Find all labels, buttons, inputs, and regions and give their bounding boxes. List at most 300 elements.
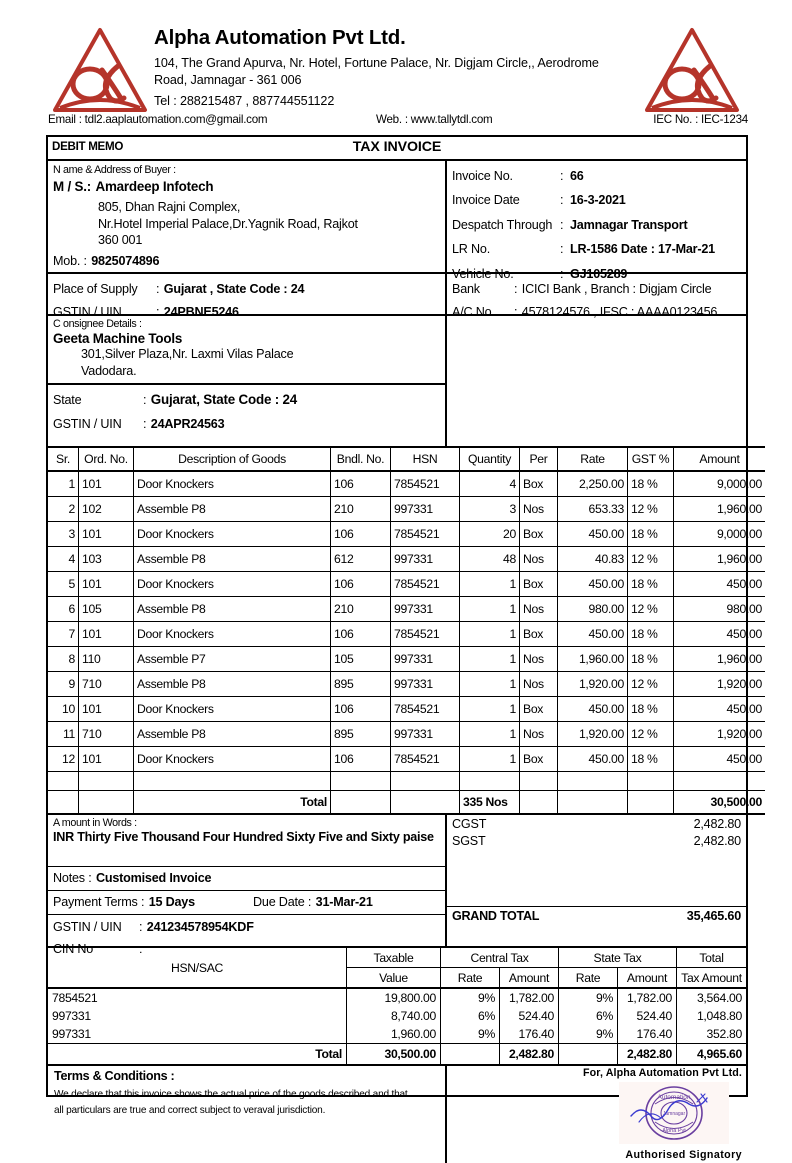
consignee-state-block: [48, 385, 445, 444]
table-row: [48, 1007, 746, 1025]
cgst-label: CGST: [452, 817, 487, 831]
invoice-meta-row: [452, 164, 741, 188]
cell-ord: 105: [79, 597, 134, 622]
consignee-address-line1: 301,Silver Plaza,Nr. Laxmi Vilas Palace: [81, 347, 294, 361]
cell-gst: 18 %: [628, 697, 674, 722]
cell-per: Box: [520, 622, 558, 647]
buyer-address-line2: Nr.Hotel Imperial Palace,Dr.Yagnik Road, Rajkot: [98, 216, 358, 231]
buyer-mobile-line: [53, 252, 440, 270]
party-details-column: [48, 161, 447, 446]
spacer-cell: [331, 772, 391, 791]
company-address-line1: 104, The Grand Apurva, Nr. Hotel, Fortune Palace, Nr. Digjam Circle,, Aerodrome: [154, 55, 599, 70]
cell-per: Box: [520, 697, 558, 722]
cell-amount: 1,920.00: [674, 672, 766, 697]
cell-amount: 1,920.00: [674, 722, 766, 747]
cell-hsn: 997331: [391, 647, 460, 672]
cell-qty: 1: [460, 722, 520, 747]
cell-rate: 2,250.00: [558, 471, 628, 497]
hsn-total-tax-amount: 4,965.60: [677, 1044, 747, 1066]
cell-amount: 450.00: [674, 572, 766, 597]
spacer-cell: [391, 772, 460, 791]
cell-hsn: 7854521: [391, 522, 460, 547]
company-telephone: Tel : 288215487 , 887744551122: [154, 94, 335, 109]
cell-ord: 101: [79, 622, 134, 647]
seller-gstin-separator: :: [139, 920, 143, 934]
cell-per: Nos: [520, 647, 558, 672]
cell-sr: 3: [48, 522, 79, 547]
seller-gstin-block: [48, 915, 445, 940]
authorised-signatory-line: Authorised Signatory: [625, 1149, 742, 1161]
company-stamp: [619, 1082, 729, 1144]
cell-qty: 4: [460, 471, 520, 497]
for-company-line: For, Alpha Automation Pvt Ltd.: [583, 1067, 742, 1079]
invoice-date-separator: :: [560, 193, 564, 208]
spacer-cell: [134, 772, 331, 791]
cell-desc: Door Knockers: [134, 747, 331, 772]
place-of-supply-row: [53, 277, 440, 300]
company-info: [154, 26, 654, 111]
table-row: [48, 697, 765, 722]
cell-state-amount: 524.40: [618, 1007, 677, 1025]
cell-ord: 101: [79, 572, 134, 597]
taxable-value-subheader: Value: [347, 968, 441, 989]
consignee-name: Geeta Machine Tools: [53, 331, 183, 346]
cell-amount: 450.00: [674, 747, 766, 772]
vehicle-no-value: GJ105289: [570, 266, 628, 281]
terms-and-signature-zone: [48, 1066, 746, 1163]
cell-rate: 450.00: [558, 697, 628, 722]
lr-no-label: LR No.: [452, 242, 490, 257]
spacer-cell: [520, 772, 558, 791]
spacer-cell: [674, 772, 766, 791]
invoice-meta-row: [452, 213, 741, 237]
cell-per: Box: [520, 471, 558, 497]
cell-desc: Assemble P8: [134, 597, 331, 622]
company-iec-number: IEC No. : IEC-1234: [653, 113, 748, 126]
cell-ord: 710: [79, 722, 134, 747]
cell-per: Nos: [520, 547, 558, 572]
vehicle-no-label: Vehicle No.: [452, 266, 514, 281]
column-header-per: Per: [520, 447, 558, 471]
payment-terms-value: 15 Days: [148, 895, 195, 909]
cell-central-rate: 9%: [441, 988, 500, 1007]
buyer-gstin-value: 24PBNE5246: [163, 305, 239, 320]
bank-value: ICICI Bank , Branch : Digjam Circle: [521, 282, 712, 296]
hsn-total-central-amount: 2,482.80: [500, 1044, 559, 1066]
cell-rate: 40.83: [558, 547, 628, 572]
terms-column: [48, 1066, 447, 1163]
bank-label: Bank: [452, 282, 480, 296]
cell-desc: Assemble P8: [134, 722, 331, 747]
terms-line-2: all particulars are true and correct subject to veraval jurisdiction.: [54, 1104, 326, 1116]
cin-label: CIN No: [53, 942, 94, 956]
seller-gstin-label: GSTIN / UIN: [53, 920, 122, 934]
cell-per: Nos: [520, 597, 558, 622]
cell-amount: 980.00: [674, 597, 766, 622]
column-header-ord-no: Ord. No.: [79, 447, 134, 471]
consignee-address-line2: Vadodara.: [81, 363, 137, 378]
table-row: [48, 988, 746, 1007]
grand-total-row: [447, 906, 746, 927]
cell-bndl: 895: [331, 722, 391, 747]
contact-row: [46, 113, 748, 133]
cell-desc: Assemble P8: [134, 672, 331, 697]
cell-hsn: 7854521: [391, 622, 460, 647]
company-logo-left: [50, 24, 150, 120]
amount-in-words-label: A mount in Words :: [53, 817, 137, 829]
hsn-total-state-amount: 2,482.80: [618, 1044, 677, 1066]
cell-qty: 1: [460, 597, 520, 622]
cell-hsn: 997331: [391, 722, 460, 747]
notes-value: Customised Invoice: [95, 871, 212, 885]
place-of-supply-block: [48, 274, 445, 320]
company-name: Alpha Automation Pvt Ltd.: [154, 26, 406, 49]
seller-gstin-value: 241234578954KDF: [146, 920, 254, 934]
items-total-label: Total: [134, 791, 331, 815]
cell-gst: 18 %: [628, 647, 674, 672]
cell-qty: 1: [460, 572, 520, 597]
buyer-mobile-label: Mob. :: [53, 254, 87, 269]
buyer-address-line3: 360 001: [98, 233, 143, 248]
table-row: [48, 547, 765, 572]
words-column: [48, 815, 447, 956]
cell-sr: 7: [48, 622, 79, 647]
cell-bndl: 106: [331, 471, 391, 497]
terms-line-1: We declare that this invoice shows the actual price of the goods described and that: [54, 1089, 408, 1100]
cell-state-amount: 1,782.00: [618, 988, 677, 1007]
cell-desc: Door Knockers: [134, 697, 331, 722]
table-row: [48, 522, 765, 547]
column-header-gst-pct: GST %: [628, 447, 674, 471]
cell-gst: 18 %: [628, 622, 674, 647]
lr-no-separator: :: [560, 242, 564, 257]
grand-total-label: GRAND TOTAL: [452, 909, 540, 923]
cell-sr: 10: [48, 697, 79, 722]
total-cell-per: [520, 791, 558, 815]
cell-qty: 1: [460, 672, 520, 697]
cell-hsn: 7854521: [391, 747, 460, 772]
svg-text:Automation: Automation: [657, 1094, 691, 1101]
cell-rate: 980.00: [558, 597, 628, 622]
cell-bndl: 106: [331, 622, 391, 647]
consignee-state-separator: :: [143, 393, 147, 407]
cell-sr: 6: [48, 597, 79, 622]
cell-hsn-code: 997331: [48, 1007, 347, 1025]
line-items-table: [48, 446, 765, 815]
hsn-total-state-rate: [559, 1044, 618, 1066]
cell-bndl: 210: [331, 597, 391, 622]
total-column-header: Total: [677, 948, 747, 968]
table-row: [48, 672, 765, 697]
cell-bndl: 612: [331, 547, 391, 572]
column-header-description: Description of Goods: [134, 447, 331, 471]
cell-qty: 48: [460, 547, 520, 572]
despatch-separator: :: [560, 217, 564, 232]
cell-ord: 101: [79, 522, 134, 547]
cell-rate: 450.00: [558, 622, 628, 647]
blank-right-area: [447, 316, 746, 444]
table-row: [48, 1025, 746, 1044]
place-of-supply-label: Place of Supply: [53, 282, 138, 296]
cin-separator: :: [139, 942, 143, 956]
sgst-value: 2,482.80: [693, 834, 741, 848]
tax-summary-row: [452, 817, 741, 834]
cell-sr: 12: [48, 747, 79, 772]
cell-ord: 102: [79, 497, 134, 522]
cell-hsn-code: 997331: [48, 1025, 347, 1044]
cell-per: Box: [520, 747, 558, 772]
due-date-group: [253, 893, 373, 911]
cell-qty: 3: [460, 497, 520, 522]
buyer-gstin-separator: :: [156, 305, 160, 320]
cell-gst: 12 %: [628, 722, 674, 747]
cell-amount: 1,960.00: [674, 647, 766, 672]
account-separator: :: [514, 305, 518, 320]
tax-summary-row: [452, 834, 741, 851]
cell-hsn: 997331: [391, 497, 460, 522]
cell-amount: 1,960.00: [674, 547, 766, 572]
cell-amount: 1,960.00: [674, 497, 766, 522]
cell-sr: 8: [48, 647, 79, 672]
invoice-no-separator: :: [560, 169, 564, 183]
tax-summary-column: [447, 815, 746, 946]
terms-title: Terms & Conditions :: [54, 1069, 175, 1083]
buyer-block: [48, 161, 445, 274]
cell-bndl: 106: [331, 697, 391, 722]
hsn-total-central-rate: [441, 1044, 500, 1066]
consignee-gstin-row: [53, 412, 440, 436]
cell-qty: 1: [460, 622, 520, 647]
svg-text:Jamnagar: Jamnagar: [662, 1111, 686, 1117]
items-body: [48, 471, 765, 814]
total-cell-gst: [628, 791, 674, 815]
cell-bndl: 105: [331, 647, 391, 672]
despatch-through-value: Jamnagar Transport: [570, 217, 688, 232]
place-of-supply-value: Gujarat , State Code : 24: [163, 282, 305, 296]
cell-gst: 18 %: [628, 747, 674, 772]
cell-per: Nos: [520, 672, 558, 697]
cell-hsn: 7854521: [391, 471, 460, 497]
cell-amount: 450.00: [674, 697, 766, 722]
amount-in-words-value: INR Thirty Five Thousand Four Hundred Sixty Five and Sixty paise: [53, 830, 434, 844]
invoice-meta-row: [452, 237, 741, 261]
cell-state-rate: 6%: [559, 1007, 618, 1025]
cell-desc: Door Knockers: [134, 622, 331, 647]
cell-ord: 101: [79, 471, 134, 497]
cell-qty: 20: [460, 522, 520, 547]
cell-gst: 12 %: [628, 597, 674, 622]
state-tax-column-header: State Tax: [559, 948, 677, 968]
notes-label: Notes :: [53, 871, 92, 885]
cell-per: Nos: [520, 497, 558, 522]
hsn-total-label: Total: [48, 1044, 347, 1066]
bank-details-block: [447, 274, 746, 320]
company-website: Web. : www.tallytdl.com: [376, 113, 493, 126]
cell-central-amount: 1,782.00: [500, 988, 559, 1007]
cell-sr: 4: [48, 547, 79, 572]
items-total-row: [48, 791, 765, 815]
central-rate-subheader: Rate: [441, 968, 500, 989]
cell-qty: 1: [460, 697, 520, 722]
column-header-quantity: Quantity: [460, 447, 520, 471]
payment-terms-label: Payment Terms :: [53, 895, 145, 909]
spacer-cell: [48, 772, 79, 791]
cell-hsn: 997331: [391, 597, 460, 622]
cell-state-amount: 176.40: [618, 1025, 677, 1044]
cell-taxable-value: 8,740.00: [347, 1007, 441, 1025]
signature-column: [447, 1066, 746, 1163]
debit-memo-label: DEBIT MEMO: [52, 140, 124, 153]
invoice-document: [46, 135, 762, 1161]
taxable-column-header: Taxable: [347, 948, 441, 968]
table-row: [48, 647, 765, 672]
cell-ord: 103: [79, 547, 134, 572]
cell-gst: 18 %: [628, 522, 674, 547]
cell-hsn: 997331: [391, 672, 460, 697]
tax-summary-list: [447, 815, 746, 927]
hsn-column-header: HSN/SAC: [48, 948, 347, 988]
table-row: [48, 497, 765, 522]
column-header-sr: Sr.: [48, 447, 79, 471]
alpha-triangle-icon: [642, 24, 742, 120]
cell-amount: 9,000.00: [674, 522, 766, 547]
cell-amount: 9,000.00: [674, 471, 766, 497]
tax-invoice-title: TAX INVOICE: [352, 139, 442, 155]
party-and-invoice-details: [48, 161, 746, 446]
hsn-total-taxable: 30,500.00: [347, 1044, 441, 1066]
table-row: [48, 471, 765, 497]
column-header-rate: Rate: [558, 447, 628, 471]
cell-total-tax: 352.80: [677, 1025, 747, 1044]
cell-bndl: 210: [331, 497, 391, 522]
round-seal-icon: [619, 1082, 729, 1144]
invoice-meta-row: [452, 188, 741, 212]
consignee-state-label: State: [53, 393, 82, 407]
state-amount-subheader: Amount: [618, 968, 677, 989]
cell-sr: 1: [48, 471, 79, 497]
cell-taxable-value: 19,800.00: [347, 988, 441, 1007]
table-row: [48, 722, 765, 747]
place-of-supply-separator: :: [156, 282, 160, 296]
cell-desc: Assemble P8: [134, 497, 331, 522]
cell-rate: 450.00: [558, 572, 628, 597]
cell-rate: 450.00: [558, 522, 628, 547]
total-cell-hsn: [391, 791, 460, 815]
total-cell-ord: [79, 791, 134, 815]
cell-ord: 710: [79, 672, 134, 697]
cell-taxable-value: 1,960.00: [347, 1025, 441, 1044]
cell-gst: 12 %: [628, 497, 674, 522]
cell-rate: 450.00: [558, 747, 628, 772]
consignee-gstin-label: GSTIN / UIN: [53, 417, 122, 431]
consignee-heading: C onsignee Details :: [53, 318, 142, 330]
cell-rate: 1,920.00: [558, 672, 628, 697]
total-cell-rate: [558, 791, 628, 815]
cell-ord: 110: [79, 647, 134, 672]
cin-block: [48, 940, 445, 958]
cell-per: Box: [520, 572, 558, 597]
cell-total-tax: 3,564.00: [677, 988, 747, 1007]
vehicle-no-separator: :: [560, 266, 564, 281]
svg-text:Alpha Pvt: Alpha Pvt: [662, 1128, 686, 1134]
cell-gst: 18 %: [628, 572, 674, 597]
consignee-state-value: Gujarat, State Code : 24: [150, 392, 298, 407]
cell-qty: 1: [460, 747, 520, 772]
cell-qty: 1: [460, 647, 520, 672]
amount-in-words-block: [48, 815, 445, 867]
buyer-name: Amardeep Infotech: [95, 179, 214, 194]
total-cell-bndl: [331, 791, 391, 815]
central-amount-subheader: Amount: [500, 968, 559, 989]
cell-desc: Door Knockers: [134, 471, 331, 497]
cell-sr: 5: [48, 572, 79, 597]
notes-block: [48, 867, 445, 891]
cell-rate: 653.33: [558, 497, 628, 522]
invoice-no-value: 66: [570, 169, 584, 183]
consignee-gstin-value: 24APR24563: [150, 417, 225, 431]
bank-row: [452, 277, 741, 300]
due-date-value: 31-Mar-21: [315, 895, 373, 909]
cell-ord: 101: [79, 747, 134, 772]
account-value: 4578124576 , IFSC : AAAA0123456: [521, 305, 718, 320]
account-label: A/C No.: [452, 305, 495, 320]
items-total-amount: 30,500.00: [674, 791, 766, 815]
items-total-quantity: 335 Nos: [460, 791, 520, 815]
due-date-label: Due Date :: [253, 895, 312, 909]
items-spacer-row: [48, 772, 765, 791]
column-header-amount: Amount: [674, 447, 766, 471]
cell-sr: 2: [48, 497, 79, 522]
spacer-cell: [628, 772, 674, 791]
company-logo-right: [642, 24, 742, 120]
items-header-row: [48, 447, 765, 471]
despatch-through-label: Despatch Through: [452, 217, 553, 232]
buyer-address-line1: 805, Dhan Rajni Complex,: [98, 200, 241, 214]
cell-state-rate: 9%: [559, 1025, 618, 1044]
cell-bndl: 106: [331, 747, 391, 772]
cell-desc: Door Knockers: [134, 572, 331, 597]
cell-central-rate: 6%: [441, 1007, 500, 1025]
buyer-heading: N ame & Address of Buyer :: [53, 164, 176, 176]
words-and-tax-zone: [48, 815, 746, 956]
consignee-gstin-separator: :: [143, 417, 147, 431]
invoice-no-label: Invoice No.: [452, 169, 513, 183]
buyer-gstin-label: GSTIN / UIN: [53, 305, 122, 320]
central-tax-column-header: Central Tax: [441, 948, 559, 968]
cell-central-rate: 9%: [441, 1025, 500, 1044]
cell-desc: Assemble P8: [134, 547, 331, 572]
cell-central-amount: 524.40: [500, 1007, 559, 1025]
table-row: [48, 747, 765, 772]
cell-gst: 18 %: [628, 471, 674, 497]
spacer-cell: [558, 772, 628, 791]
cell-hsn: 7854521: [391, 697, 460, 722]
hsn-total-row: [48, 1044, 746, 1066]
consignee-state-row: [53, 388, 440, 412]
cgst-value: 2,482.80: [693, 817, 741, 831]
table-row: [48, 622, 765, 647]
cell-bndl: 895: [331, 672, 391, 697]
cell-sr: 11: [48, 722, 79, 747]
payment-terms-block: [48, 891, 445, 915]
company-email: Email : tdl2.aaplautomation.com@gmail.com: [48, 113, 268, 126]
state-rate-subheader: Rate: [559, 968, 618, 989]
cell-amount: 450.00: [674, 622, 766, 647]
column-header-hsn: HSN: [391, 447, 460, 471]
cell-hsn-code: 7854521: [48, 988, 347, 1007]
invoice-date-value: 16-3-2021: [570, 193, 626, 208]
buyer-name-line: [53, 178, 440, 196]
